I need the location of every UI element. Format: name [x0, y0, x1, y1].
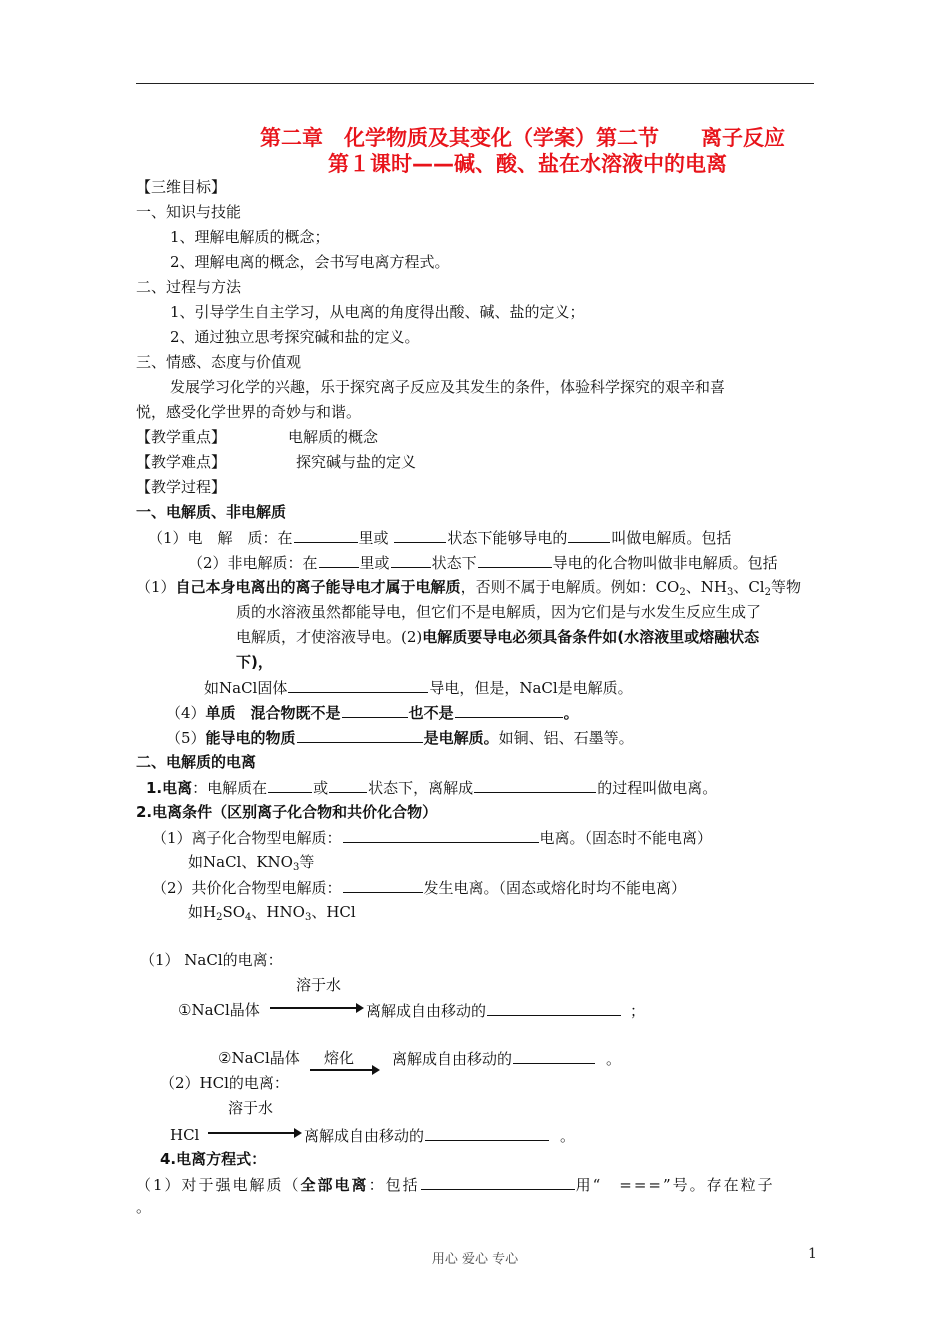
bold-text: 也不是: [408, 704, 454, 722]
goals-paragraph: 发展学习化学的兴趣，乐于探究离子反应及其发生的条件，体验科学探究的艰辛和喜: [170, 378, 726, 396]
text: 、NH: [685, 578, 727, 596]
ionization-definition: [146, 776, 717, 799]
header-rule: [136, 83, 814, 84]
goals-section-3: 三、情感、态度与价值观: [136, 353, 302, 371]
text: 发生电离。（固态或熔化时均不能电离）: [423, 879, 687, 897]
fill-blank[interactable]: [294, 526, 358, 543]
subscript: 2: [679, 587, 686, 598]
hcl-ionization-label: （2）HCl的电离：: [160, 1074, 289, 1092]
text: （1）: [136, 578, 176, 596]
text: 、HNO: [251, 903, 305, 921]
reaction-arrow: [208, 1132, 296, 1134]
fill-blank[interactable]: [268, 776, 312, 793]
text: ，否则不属于电解质。例如：CO: [460, 578, 680, 596]
non-electrolyte-definition: [188, 551, 778, 574]
text: ；: [630, 1002, 646, 1020]
text: ：电解质在: [192, 779, 268, 797]
note-2-cont: 下)，: [236, 653, 273, 671]
nacl-ionization-label: （1） NaCl的电离：: [140, 951, 283, 969]
note-2: [236, 626, 759, 648]
subscript: 4: [245, 912, 252, 923]
fill-blank[interactable]: [425, 1124, 549, 1141]
text: 离解成自由移动的: [366, 1002, 487, 1020]
covalent-compound: [152, 876, 686, 899]
fill-blank[interactable]: [297, 726, 423, 743]
nacl-reaction-1-right: [366, 999, 645, 1022]
text: 电离。（固态时不能电离）: [539, 829, 713, 847]
covalent-examples: [188, 901, 356, 929]
text: 。: [560, 1127, 576, 1145]
text: 如NaCl、KNO: [188, 853, 293, 871]
goals-section-1: 一、知识与技能: [136, 203, 242, 221]
text: （5）: [166, 729, 206, 747]
text: 导电，但是，NaCl是电解质。: [429, 679, 633, 697]
text: 如铜、铝、石墨等。: [498, 729, 634, 747]
text: 电解质，才使溶液导电。(2): [236, 628, 423, 646]
difficulty-label: 【教学难点】: [136, 453, 227, 471]
goals-item: 1、引导学生自主学习，从电离的角度得出酸、碱、盐的定义；: [170, 303, 585, 321]
text: 叫做电解质。包括: [611, 529, 732, 547]
note-1-cont: 质的水溶液虽然都能导电，但它们不是电解质，因为它们是与水发生反应生成了: [236, 603, 762, 621]
reaction-arrow: [270, 1007, 358, 1009]
electrolyte-definition: [148, 526, 731, 549]
note-4: [166, 701, 579, 724]
title-line-2: 第１课时——碱、酸、盐在水溶液中的电离: [328, 152, 727, 176]
text: （1）对于强电解质（: [136, 1176, 301, 1194]
text: 的过程叫做电离。: [597, 779, 718, 797]
goals-item: 2、通过独立思考探究碱和盐的定义。: [170, 328, 420, 346]
text: 、Cl: [733, 578, 765, 596]
text: 里或: [358, 529, 389, 547]
text: 状态下，离解成: [368, 779, 474, 797]
text: 。: [606, 1050, 622, 1068]
hcl-reaction-right: [304, 1124, 575, 1147]
equation-heading: 4.电离方程式：: [160, 1150, 267, 1168]
reaction-arrow: [310, 1069, 374, 1071]
ionic-compound: [152, 826, 712, 849]
fill-blank[interactable]: [288, 676, 428, 693]
subscript: 2: [764, 587, 771, 598]
fill-blank[interactable]: [319, 551, 359, 568]
part1-heading: 一、电解质、非电解质: [136, 503, 287, 521]
fill-blank[interactable]: [394, 526, 446, 543]
subscript: 2: [216, 912, 223, 923]
text: 离解成自由移动的: [392, 1050, 513, 1068]
bold-text: 电解质要导电必须具备条件如(水溶液里或熔融状态: [422, 628, 760, 646]
bold-text: 。: [563, 704, 579, 722]
fill-blank[interactable]: [487, 999, 621, 1016]
fill-blank[interactable]: [329, 776, 367, 793]
text: 里或: [359, 554, 390, 572]
text: 或: [313, 779, 329, 797]
condition-water: 溶于水: [228, 1099, 274, 1117]
nacl-example: [204, 676, 633, 699]
nacl-reaction-1-left: ①NaCl晶体: [178, 1001, 260, 1019]
text: （4）: [166, 704, 206, 722]
part2-heading: 二、电解质的电离: [136, 753, 257, 771]
text: （1）离子化合物型电解质：: [152, 829, 342, 847]
fill-blank[interactable]: [343, 826, 539, 843]
goals-header: 【三维目标】: [136, 178, 227, 196]
goals-paragraph: 悦，感受化学世界的奇妙与和谐。: [136, 403, 362, 421]
fill-blank[interactable]: [474, 776, 596, 793]
condition-water: 溶于水: [296, 976, 342, 994]
text: （1）电 解 质：在: [148, 529, 293, 547]
text: 用“ ===”号。存在粒子: [575, 1176, 775, 1194]
bold-text: 自己本身电离出的离子能导电才属于电解质: [175, 578, 461, 596]
subscript: 3: [292, 862, 300, 873]
nacl-reaction-2-left: ②NaCl晶体: [218, 1049, 300, 1067]
text: 如H: [188, 903, 217, 921]
nacl-reaction-2-right: [392, 1047, 621, 1070]
process-label: 【教学过程】: [136, 478, 227, 496]
text: 离解成自由移动的: [304, 1127, 425, 1145]
strong-electrolyte-line: [136, 1173, 775, 1196]
goals-item: 2、理解电离的概念，会书写电离方程式。: [170, 253, 450, 271]
bold-text: 全部电离: [300, 1176, 369, 1194]
condition-melt: 熔化: [324, 1049, 355, 1067]
text: 状态下: [431, 554, 477, 572]
text: ：包括: [368, 1176, 420, 1194]
text: 如NaCl固体: [204, 679, 288, 697]
footer-text: 用心 爱心 专心: [431, 1252, 519, 1267]
text: （2）非电解质：在: [188, 554, 318, 572]
bold-text: 1.电离: [146, 779, 193, 797]
fill-blank[interactable]: [343, 876, 423, 893]
fill-blank[interactable]: [342, 701, 408, 718]
goals-item: 1、理解电解质的概念；: [170, 228, 330, 246]
ionic-examples: [188, 851, 314, 879]
text: 导电的化合物叫做非电解质。包括: [552, 554, 778, 572]
bold-text: 能导电的物质: [205, 729, 296, 747]
note-5: [166, 726, 634, 749]
goals-section-2: 二、过程与方法: [136, 278, 242, 296]
text: SO: [222, 903, 246, 921]
fill-blank[interactable]: [478, 551, 552, 568]
text: （2）共价化合物型电解质：: [152, 879, 342, 897]
fill-blank[interactable]: [421, 1173, 575, 1190]
focus-value: 电解质的概念: [288, 428, 379, 446]
ionization-conditions: 2.电离条件（区别离子化合物和共价化合物）: [136, 803, 438, 821]
fill-blank[interactable]: [391, 551, 431, 568]
difficulty-value: 探究碱与盐的定义: [296, 453, 417, 471]
hcl-reaction-left: HCl: [170, 1126, 200, 1144]
fill-blank[interactable]: [568, 526, 610, 543]
note-1: [136, 576, 801, 604]
strong-electrolyte-line-cont: 。: [136, 1198, 152, 1216]
fill-blank[interactable]: [513, 1047, 595, 1064]
focus-label: 【教学重点】: [136, 428, 227, 446]
bold-text: 单质 混合物既不是: [205, 704, 341, 722]
text: 、HCl: [311, 903, 356, 921]
fill-blank[interactable]: [455, 701, 563, 718]
text: 等物: [770, 578, 801, 596]
page-number: 1: [808, 1246, 817, 1262]
subscript: 3: [726, 587, 734, 598]
bold-text: 是电解质。: [423, 729, 499, 747]
title-line-1: 第二章 化学物质及其变化（学案）第二节 离子反应: [260, 126, 785, 150]
text: 等: [299, 853, 315, 871]
subscript: 3: [304, 912, 312, 923]
text: 状态下能够导电的: [447, 529, 568, 547]
